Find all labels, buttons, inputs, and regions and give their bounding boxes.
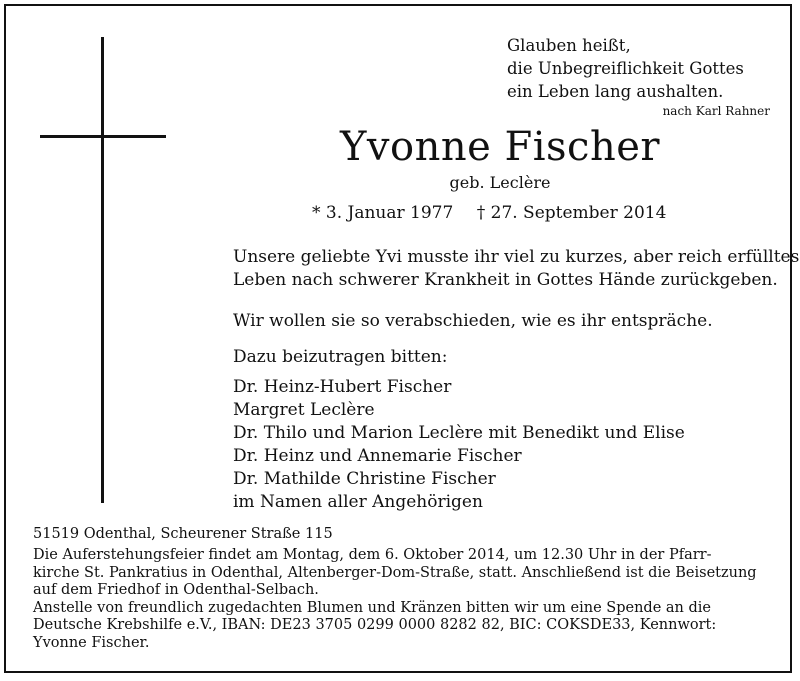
quote-source: nach Karl Rahner [662,104,770,118]
signer: im Namen aller Angehörigen [233,492,483,512]
message-paragraph [233,246,800,292]
message-line: Dazu beizutragen bitten: [233,347,448,367]
signer: Dr. Heinz und Annemarie Fischer [233,446,522,466]
notice-line: kirche St. Pankratius in Odenthal, Altenberger-Dom-Straße, statt. Anschließend ist die Beisetzung [33,564,757,581]
notice-line: Anstelle von freundlich zugedachten Blumen und Kränzen bitten wir um eine Spende an die [33,599,711,616]
deceased-name: Yvonne Fischer [339,124,661,170]
ceremony-notice [33,547,775,652]
message-line: Unsere geliebte Yvi musste ihr viel zu kurzes, aber reich erfülltes [233,247,800,267]
death-date: † 27. September 2014 [476,203,667,223]
birth-date: * 3. Januar 1977 [312,203,454,223]
signer: Margret Leclère [233,400,375,420]
notice-line: Deutsche Krebshilfe e.V., IBAN: DE23 3705 0299 0000 8282 82, BIC: COKSDE33, Kennwort: [33,617,717,633]
message-paragraph [233,310,778,333]
message-line: Leben nach schwerer Krankheit in Gottes Hände zurückgeben. [233,270,778,290]
message-line: Wir wollen sie so verabschieden, wie es ihr entspräche. [233,311,713,331]
quote-line: ein Leben lang aushalten. [507,82,724,101]
signers-list [233,376,778,514]
message-paragraph [233,346,778,369]
quote-line: Glauben heißt, [507,36,631,55]
cross-icon-horizontal [40,135,166,138]
epigraph-quote [507,34,787,103]
life-dates [312,202,712,224]
signer: Dr. Thilo und Marion Leclère mit Benedikt und Elise [233,423,685,443]
notice-line: Yvonne Fischer. [33,634,150,651]
notice-line: auf dem Friedhof in Odenthal-Selbach. [33,582,319,598]
signer: Dr. Mathilde Christine Fischer [233,469,496,489]
signer: Dr. Heinz-Hubert Fischer [233,377,452,397]
family-address: 51519 Odenthal, Scheurener Straße 115 [33,526,333,542]
birth-name: geb. Leclère [449,173,551,192]
quote-line: die Unbegreiflichkeit Gottes [507,59,744,78]
notice-line: Die Auferstehungsfeier findet am Montag, dem 6. Oktober 2014, um 12.30 Uhr in der Pfarr- [33,547,712,563]
cross-icon-vertical [101,37,104,503]
